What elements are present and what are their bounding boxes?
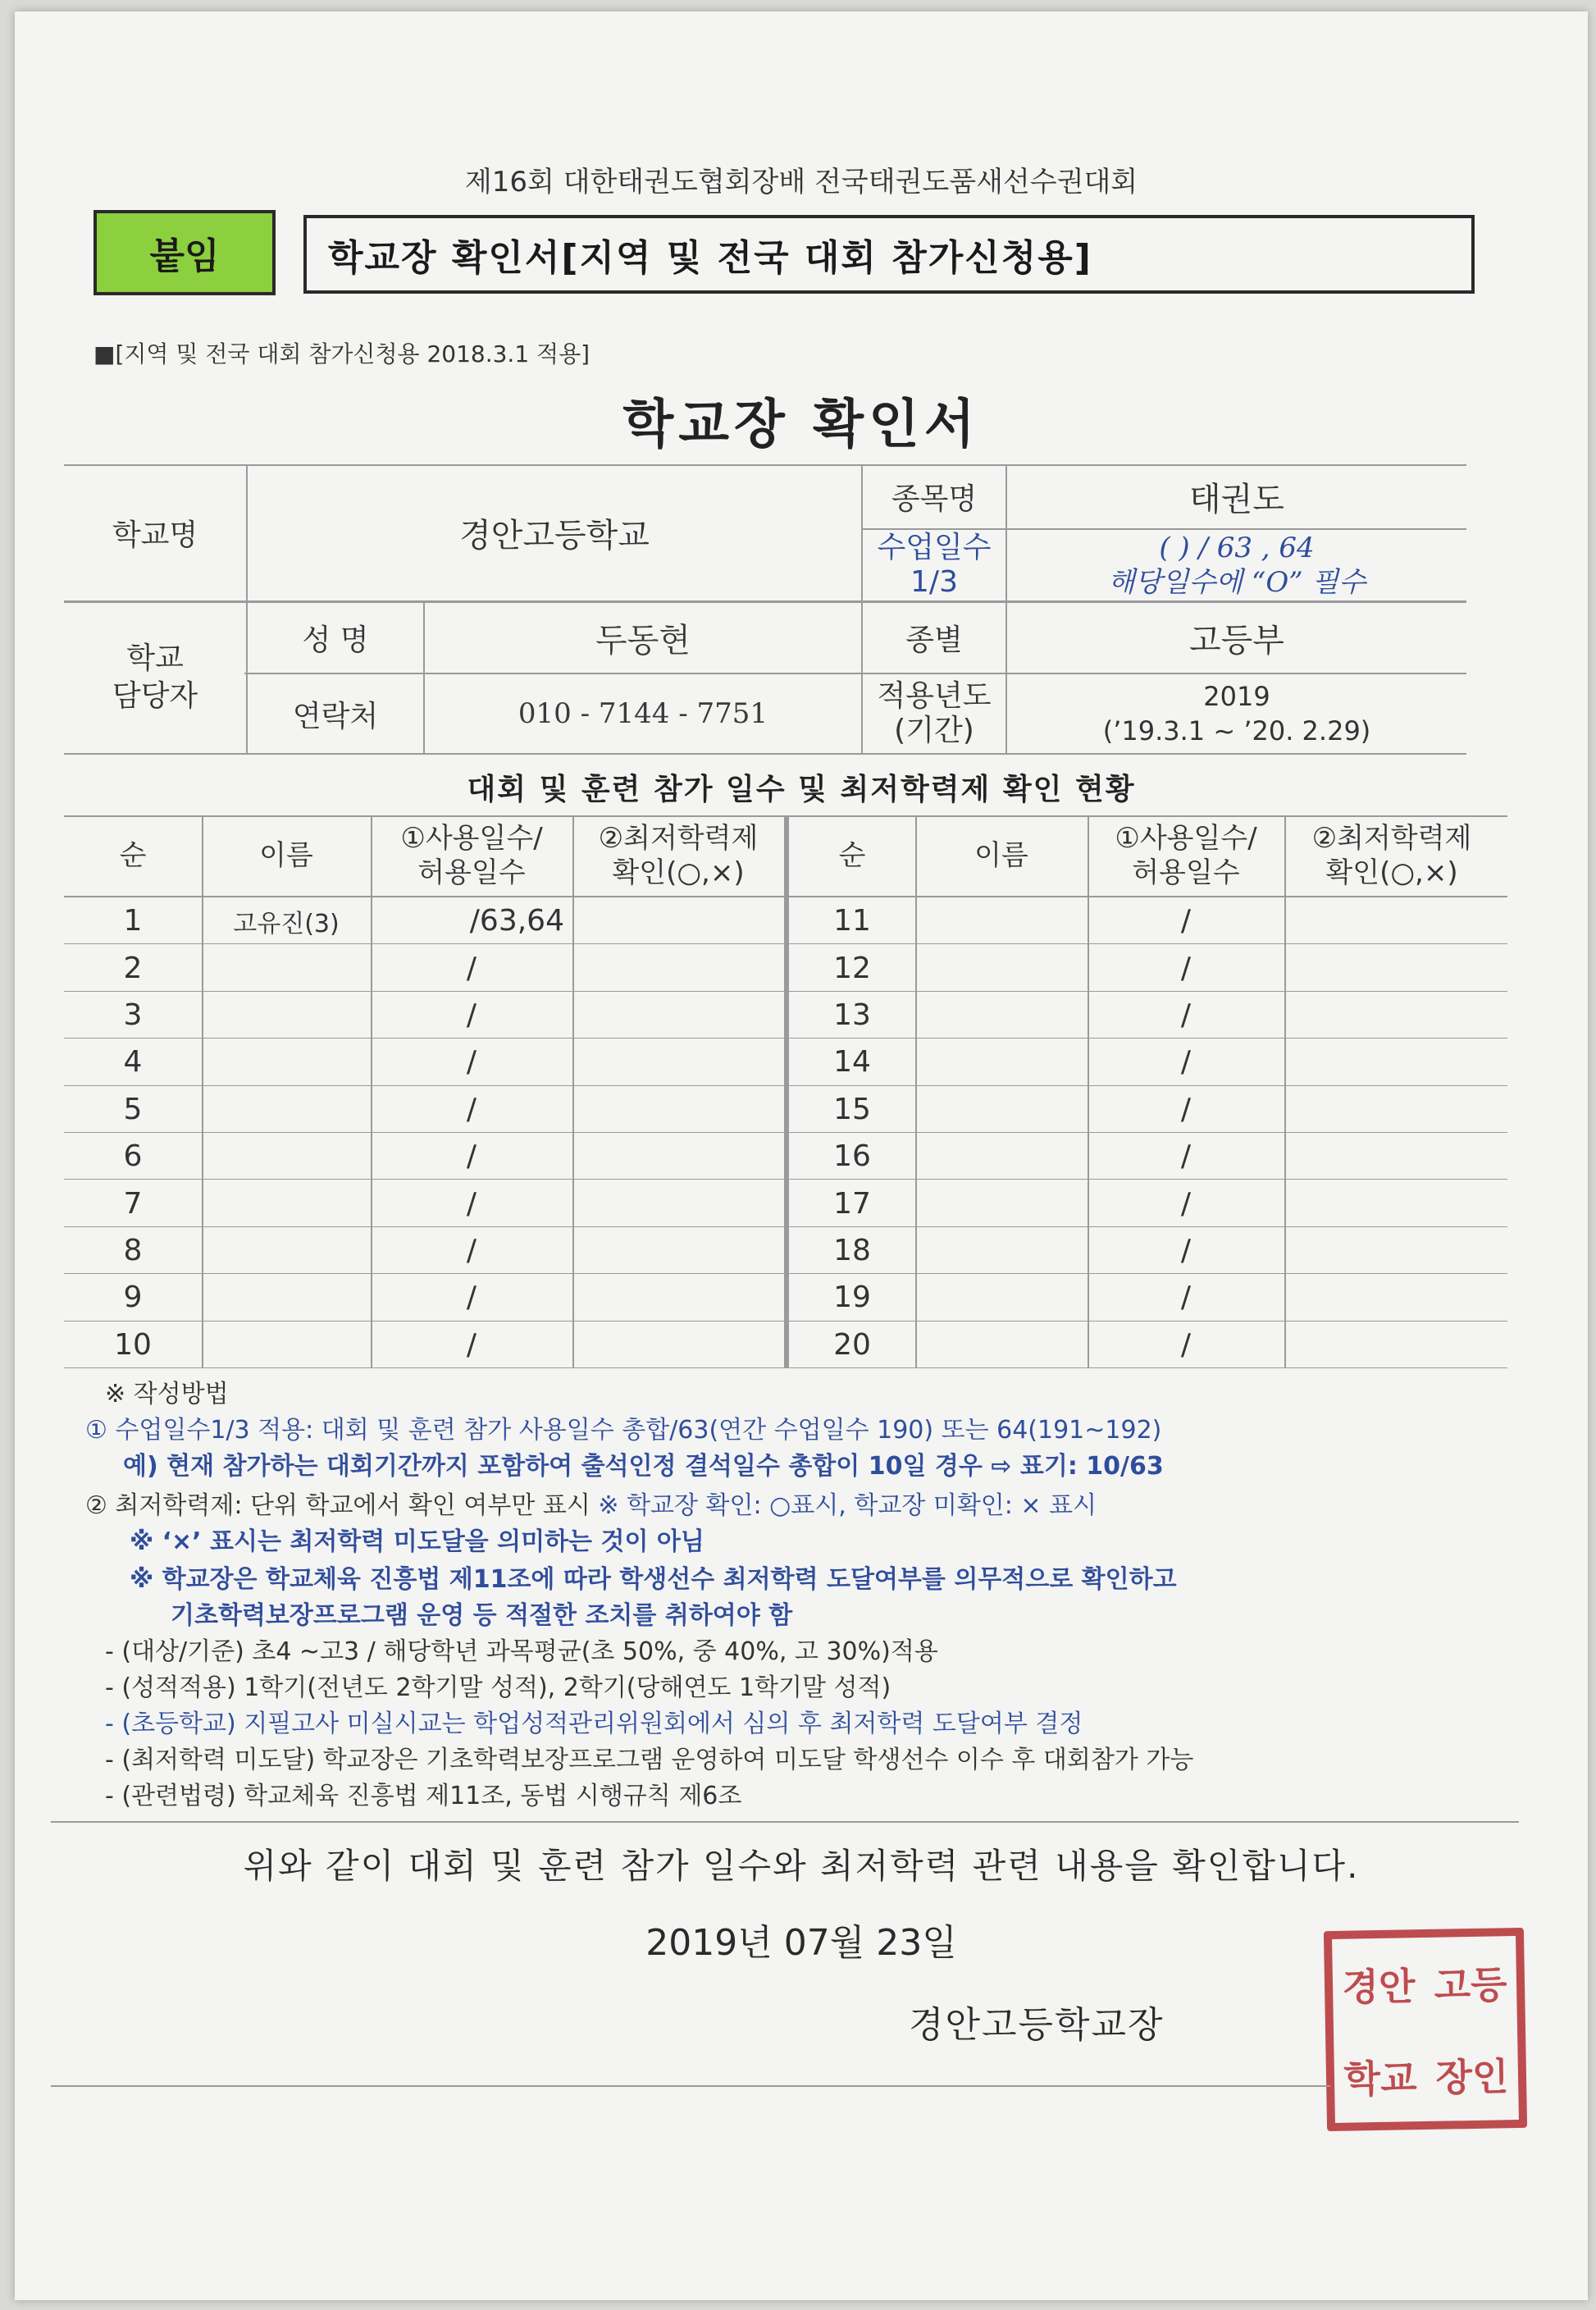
year-label-line2: (기간) [894,714,974,747]
cell-left-days: / [466,951,477,985]
division-label: 종별 [905,623,963,657]
cell-right-check [1284,1039,1499,1085]
cell-left-name: 고유진(3) [233,909,340,938]
cell-right-days: / [1180,1186,1192,1221]
form-title-box: 학교장 확인서[지역 및 전국 대회 참가신청용] [303,215,1475,294]
confirmation-statement: 위와 같이 대회 및 훈련 참가 일수와 최저학력 관련 내용을 확인합니다. [243,1846,1360,1886]
cell-right-check [1284,1227,1499,1274]
seal-character: 학교 [1343,2056,1417,2102]
cell-right-name [915,1133,1088,1180]
cell-left-check [572,992,784,1039]
table-gridline [915,815,917,1368]
cell-left-check [572,944,784,991]
manager-label [64,602,246,753]
division-value: 고등부 [1189,621,1284,660]
cell-left-no: 6 [123,1139,143,1174]
attachment-badge: 붙임 [93,210,276,295]
cell-left-check [572,1227,784,1274]
year-value-line2: (’19.3.1 ~ ’20. 2.29) [1102,715,1371,746]
cell-left-no: 3 [123,998,143,1032]
header-used-left [371,815,572,896]
cell-right-days: / [1180,1092,1192,1126]
header-min-left-line2: 확인(○,×) [612,856,745,889]
cell-right-no: 18 [833,1233,871,1267]
cell-left-no: 5 [123,1092,143,1126]
cell-right-check [1284,1274,1499,1321]
cell-right-no: 11 [833,904,871,938]
cell-left-name [202,1180,371,1226]
cell-left-check [572,1086,784,1133]
cell-right-no: 13 [833,998,871,1032]
classdays-value-line2: 해당일수에 “O” 필수 [1107,566,1366,599]
table-gridline [784,815,789,1368]
principal-title: 경안고등학교장 [909,2004,1165,2046]
seal-character: 장인 [1435,2054,1509,2100]
manager-label-line2: 담당자 [112,679,198,713]
header-name-right: 이름 [974,839,1028,872]
cell-right-days: / [1180,1045,1192,1080]
cell-left-no: 7 [123,1186,143,1221]
cell-right-check [1284,1322,1499,1368]
cell-right-check [1284,897,1499,944]
sport-value: 태권도 [1189,480,1284,518]
cell-left-days: / [466,1045,477,1080]
header-min-right [1284,815,1499,896]
instruction-2 [85,1485,1097,1521]
table-gridline [371,815,372,1368]
cell-left-days: / [466,1092,477,1126]
classdays-label [863,530,1005,600]
name-label: 성 명 [302,623,369,657]
applicability-note: ■[지역 및 전국 대회 참가신청용 2018.3.1 적용] [93,340,591,368]
header-min-left-line1: ②최저학력제 [598,822,759,855]
cell-left-no: 1 [123,904,143,938]
cell-right-no: 15 [833,1092,871,1126]
cell-left-check [572,1274,784,1321]
cell-left-check [572,1322,784,1368]
school-label: 학교명 [112,518,198,552]
cell-right-no: 12 [833,951,871,985]
event-title: 제16회 대한태권도협회장배 전국태권도품새선수권대회 [464,166,1138,199]
header-name-left: 이름 [259,839,313,872]
header-used-right-line1: ①사용일수/ [1115,822,1257,855]
cell-right-name [915,992,1088,1039]
cell-right-check [1284,992,1499,1039]
cell-right-name [915,1274,1088,1321]
cell-left-check [572,897,784,944]
cell-right-days: / [1180,1281,1192,1315]
header-min-right-line1: ②최저학력제 [1311,822,1472,855]
cell-right-check [1284,1180,1499,1226]
cell-right-no: 19 [833,1281,871,1315]
cell-right-days: / [1180,951,1192,985]
table-gridline [1284,815,1286,1368]
divider-bottom [51,2085,1330,2087]
cell-right-name [915,1322,1088,1368]
cell-right-no: 20 [833,1327,871,1362]
cell-left-days: / [466,1327,477,1362]
cell-right-days: / [1180,1327,1192,1362]
cell-left-check [572,1133,784,1180]
info-table [64,464,1466,755]
year-value [1007,674,1466,753]
instruction-2-main: ② 최저학력제: 단위 학교에서 확인 여부만 표시 [85,1491,599,1520]
instruction-law: - (관련법령) 학교체육 진흥법 제11조, 동법 시행규칙 제6조 [105,1782,742,1810]
page-title: 학교장 확인서 [622,395,980,455]
instruction-1-example: 예) 현재 참가하는 대회기간까지 포함하여 출석인정 결석일수 총합이 10일 경우 ⇨ 표기: 10/63 [123,1452,1164,1481]
cell-left-no: 2 [123,951,143,985]
cell-right-name [915,1086,1088,1133]
participation-table [64,815,1507,1368]
cell-left-name [202,1086,371,1133]
cell-left-name [202,944,371,991]
cell-right-check [1284,1133,1499,1180]
header-no-right: 순 [838,839,866,872]
cell-right-check [1284,1086,1499,1133]
school-value: 경안고등학교 [459,516,650,555]
table-gridline [1088,815,1089,1368]
cell-right-no: 14 [833,1045,871,1080]
cell-left-days: / [466,1233,477,1267]
header-no-left: 순 [119,839,147,872]
cell-left-days: / [466,998,477,1032]
cell-left-no: 8 [123,1233,143,1267]
cell-left-check [572,1039,784,1085]
cell-left-no: 4 [123,1045,143,1080]
cell-left-name [202,1274,371,1321]
contact-value-handwritten: 010 - 7144 - 7751 [518,697,768,730]
instruction-elementary: - (초등학교) 지필고사 미실시교는 학업성적관리위원회에서 심의 후 최저학력 도달여부 결정 [105,1710,1083,1738]
cell-right-check [1284,944,1499,991]
year-label [863,674,1005,753]
classdays-label-line1: 수업일수 [877,531,992,564]
header-used-right-line2: 허용일수 [1132,856,1240,889]
cell-left-days: /63,64 [469,904,564,938]
cell-left-name [202,1322,371,1368]
table-title: 대회 및 훈련 참가 일수 및 최저학력제 확인 현황 [467,773,1136,806]
cell-right-days: / [1180,904,1192,938]
document-sheet [15,11,1588,2300]
header-min-left [572,815,784,896]
instruction-below-min: - (최저학력 미도달) 학교장은 기초학력보장프로그램 운영하여 미도달 학생선수 이수 후 대회참가 가능 [105,1746,1194,1774]
header-used-left-line2: 허용일수 [417,856,526,889]
sport-label: 종목명 [891,482,978,516]
table-gridline [572,815,574,1368]
instruction-2-note-2: ※ 학교장은 학교체육 진흥법 제11조에 따라 학생선수 최저학력 도달여부를 의무적으로 확인하고 [130,1565,1177,1594]
cell-right-name [915,1039,1088,1085]
divider-top [51,1821,1519,1823]
cell-right-name [915,1227,1088,1274]
cell-left-name [202,1227,371,1274]
header-used-left-line1: ①사용일수/ [400,822,543,855]
cell-right-no: 16 [833,1139,871,1174]
cell-right-name [915,944,1088,991]
seal-character: 고등 [1434,1962,1507,2008]
issue-date: 2019년 07월 23일 [645,1922,957,1964]
cell-left-check [572,1180,784,1226]
instruction-grades: - (성적적용) 1학기(전년도 2학기말 성적), 2학기(당해연도 1학기말 성적) [105,1673,891,1702]
instruction-1: ① 수업일수1/3 적용: 대회 및 훈련 참가 사용일수 총합/63(연간 수업일수 190) 또는 64(191~192) [85,1416,1162,1445]
instruction-target: - (대상/기준) 초4 ~고3 / 해당학년 과목평균(초 50%, 중 40%, 고 30%)적용 [105,1637,938,1666]
year-label-line1: 적용년도 [877,679,992,713]
header-min-right-line2: 확인(○,×) [1325,856,1458,889]
classdays-value [1007,530,1466,600]
cell-left-days: / [466,1186,477,1221]
cell-right-name [915,1180,1088,1226]
seal-character: 경안 [1342,1964,1416,2010]
cell-left-days: / [466,1139,477,1174]
cell-right-days: / [1180,998,1192,1032]
cell-right-days: / [1180,1233,1192,1267]
school-seal [1324,1928,1527,2131]
contact-label: 연락처 [292,699,379,733]
cell-right-no: 17 [833,1186,871,1221]
table-gridline [202,815,203,1368]
classdays-value-line1: ( ) / 63 , 64 [1159,532,1315,564]
cell-left-days: / [466,1281,477,1315]
header-used-right [1088,815,1284,896]
instruction-2-note-1: ※ ‘×’ 표시는 최저학력 미도달을 의미하는 것이 아님 [130,1527,705,1556]
instruction-2-mark: ※ 학교장 확인: ○표시, 학교장 미확인: × 표시 [598,1491,1097,1520]
cell-right-name [915,897,1088,944]
cell-left-name [202,1039,371,1085]
instructions-heading: ※ 작성방법 [105,1380,229,1408]
cell-right-days: / [1180,1139,1192,1174]
cell-left-no: 10 [114,1327,152,1362]
manager-label-line1: 학교 [126,641,184,675]
cell-left-no: 9 [123,1281,143,1315]
cell-left-name [202,1133,371,1180]
manager-name-handwritten: 두동현 [595,621,691,660]
cell-left-name [202,992,371,1039]
year-value-line1: 2019 [1203,681,1270,712]
instruction-2-note-2-cont: 기초학력보장프로그램 운영 등 적절한 조치를 취하여야 함 [171,1601,793,1630]
classdays-label-line2: 1/3 [910,565,958,599]
